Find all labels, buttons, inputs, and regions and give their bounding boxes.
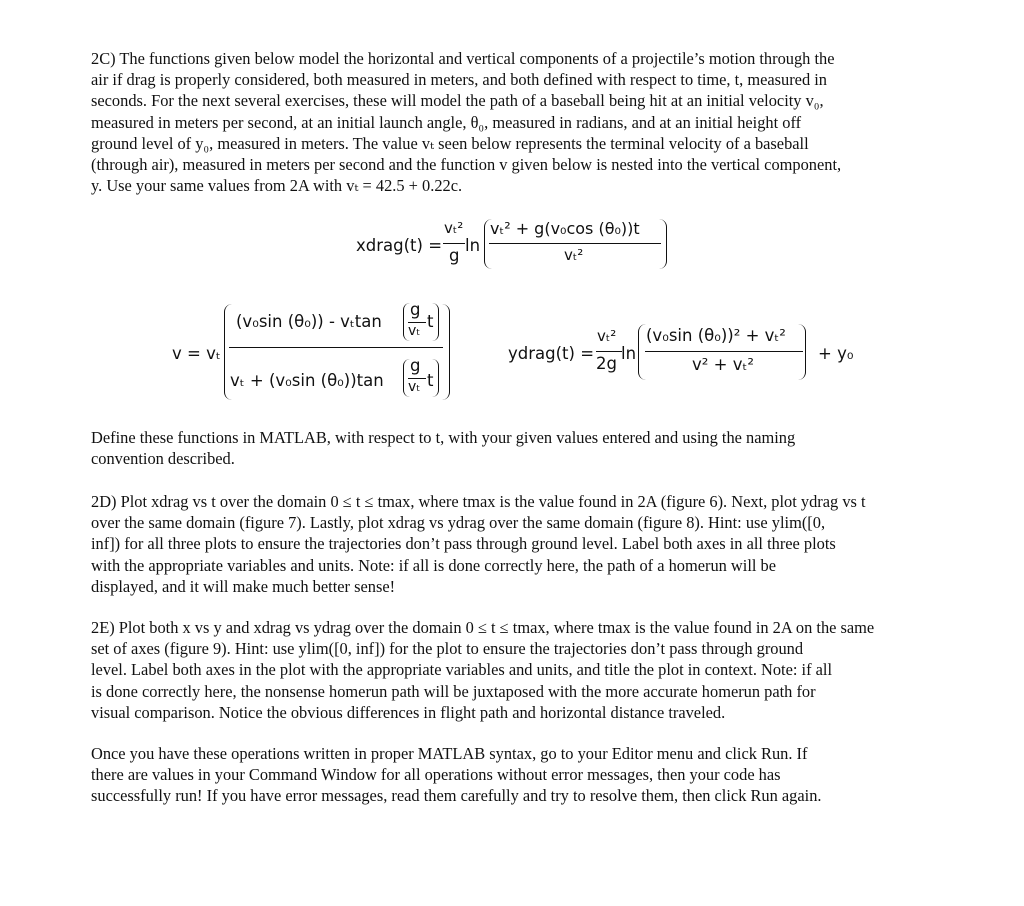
text-line: over the same domain (figure 7). Lastly, plot xdrag vs ydrag over the same domain (figure 8). Hint: use ylim([0,	[91, 513, 826, 533]
text-line: set of axes (figure 9). Hint: use ylim([0, inf]) for the plot to ensure the trajectories don’t pass through ground	[91, 639, 804, 659]
ydrag-coef-num: vₜ²	[597, 327, 617, 345]
text-line: (through air), measured in meters per second and the function v given below is nested into the vertical component,	[91, 155, 842, 175]
paragraph-define	[91, 427, 941, 469]
text-line: Once you have these operations written in proper MATLAB syntax, go to your Editor menu and click Run. If	[91, 744, 808, 763]
v-den-inner-den: vₜ	[408, 379, 421, 395]
text-line: 2E) Plot both x vs y and xdrag vs ydrag over the domain 0 ≤ t ≤ tmax, where tmax is the value found in 2A on the same	[91, 618, 875, 637]
ydrag-arg-bar	[645, 351, 803, 352]
paragraph-closing	[91, 743, 941, 807]
v-lhs: v = vₜ	[172, 344, 221, 363]
text-line: convention described.	[91, 449, 235, 469]
paragraph-2d	[91, 491, 941, 597]
xdrag-ln: ln	[465, 236, 481, 255]
text-line: 2C) The functions given below model the horizontal and vertical components of a projectile’s motion through the	[91, 49, 835, 68]
text-line: is done correctly here, the nonsense homerun path will be juxtaposed with the more accurate homerun path for	[91, 681, 816, 701]
v-num-left: (v₀sin (θ₀)) - vₜtan	[236, 312, 382, 331]
text-line: ground level of y₀, measured in meters. The value vₜ seen below represents the terminal velocity of a baseball	[91, 133, 809, 153]
text-line: 2D) Plot xdrag vs t over the domain 0 ≤ t ≤ tmax, where tmax is the value found in 2A (figure 6). Next, plot ydrag vs t	[91, 492, 866, 511]
text-line: level. Label both axes in the plot with the appropriate variables and units, and title the plot in context. Note: if all	[91, 660, 833, 680]
ydrag-arg-den: v² + vₜ²	[692, 355, 754, 374]
text-line: inf]) for all three plots to ensure the trajectories don’t pass through ground level. Label both axes in all three plots	[91, 534, 836, 554]
text-line: measured in meters per second, at an initial launch angle, θ₀, measured in radians, and at an initial height off	[91, 112, 802, 132]
text-line: with the appropriate variables and units. Note: if all is done correctly here, the path of a homerun will be	[91, 555, 776, 575]
v-num-t: t	[427, 312, 434, 331]
v-num-inner-num: g	[410, 300, 421, 319]
ydrag-coef-bar	[596, 351, 622, 352]
xdrag-coef-den: g	[449, 246, 460, 265]
text-line: successfully run! If you have error messages, read them carefully and try to resolve them, then click Run again.	[91, 786, 822, 806]
text-line: there are values in your Command Window for all operations without error messages, then your code has	[91, 765, 781, 785]
v-den-inner-num: g	[410, 356, 421, 375]
xdrag-arg-den: vₜ²	[564, 246, 584, 264]
v-den-left: vₜ + (v₀sin (θ₀))tan	[230, 371, 384, 390]
paragraph-2e	[91, 617, 941, 723]
v-num-inner-den: vₜ	[408, 323, 421, 339]
text-line: visual comparison. Notice the obvious differences in flight path and horizontal distance traveled.	[91, 702, 726, 722]
v-den-t: t	[427, 371, 434, 390]
text-line: y. Use your same values from 2A with vₜ = 42.5 + 0.22c.	[91, 176, 463, 196]
ydrag-ln: ln	[621, 344, 637, 363]
xdrag-coef-num: vₜ²	[444, 219, 464, 237]
ydrag-right-paren	[797, 324, 806, 380]
ydrag-coef-den: 2g	[596, 354, 617, 373]
ydrag-arg-num: (v₀sin (θ₀))² + vₜ²	[646, 326, 786, 345]
ydrag-tail: + y₀	[818, 344, 854, 363]
text-line: displayed, and it will make much better sense!	[91, 576, 396, 596]
xdrag-lhs: xdrag(t) =	[356, 236, 443, 255]
ydrag-lhs: ydrag(t) =	[508, 344, 595, 363]
text-line: Define these functions in MATLAB, with respect to t, with your given values entered and using the naming	[91, 428, 796, 447]
text-line: air if drag is properly considered, both measured in meters, and both defined with respect to time, t, measured in	[91, 70, 827, 90]
text-line: seconds. For the next several exercises, these will model the path of a baseball being hit at an initial velocity v₀,	[91, 91, 824, 111]
xdrag-arg-num: vₜ² + g(v₀cos (θ₀))t	[490, 219, 640, 238]
